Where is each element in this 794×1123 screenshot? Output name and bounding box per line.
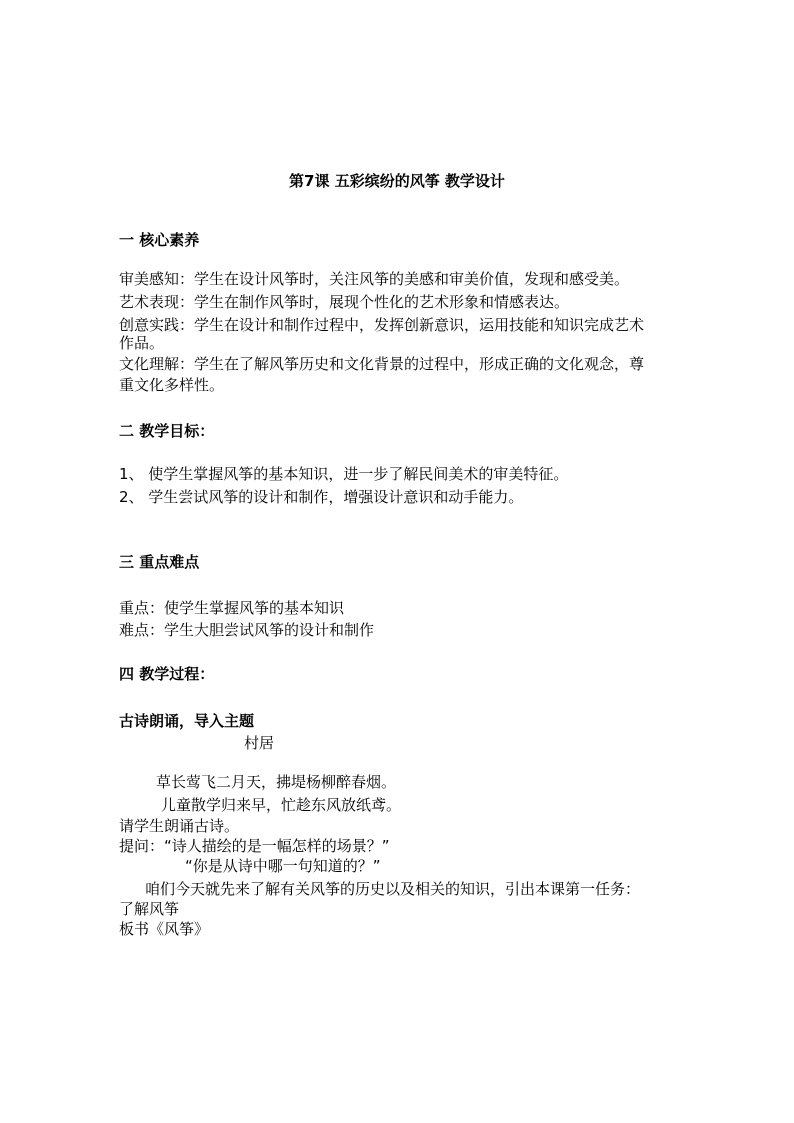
paragraph-line: 艺术表现：学生在制作风筝时，展现个性化的艺术形象和情感表达。: [119, 293, 570, 311]
paragraph-line: 难点：学生大胆尝试风筝的设计和制作: [119, 621, 375, 639]
paragraph-line: 板书《风筝》: [119, 920, 210, 938]
paragraph-line: 请学生朗诵古诗。: [119, 817, 240, 835]
paragraph-line: 重点：使学生掌握风筝的基本知识: [119, 599, 345, 617]
section-heading-core-literacy: 一 核心素养: [119, 231, 200, 249]
list-item: 2、 学生尝试风筝的设计和制作，增强设计意识和动手能力。: [119, 488, 524, 506]
paragraph-line: 重文化多样性。: [119, 376, 225, 394]
document-title: 第7课 五彩缤纷的风筝 教学设计: [289, 172, 505, 190]
poem-line: 草长莺飞二月天，拂堤杨柳醉春烟。: [156, 773, 397, 791]
paragraph-line: 创意实践：学生在设计和制作过程中，发挥创新意识，运用技能和知识完成艺术: [119, 316, 645, 334]
paragraph-line: “你是从诗中哪一句知道的？”: [185, 857, 381, 875]
poem-title: 村居: [244, 734, 275, 752]
paragraph-line: 审美感知：学生在设计风筝时，关注风筝的美感和审美价值，发现和感受美。: [119, 270, 630, 288]
paragraph-line: 作品。: [119, 334, 165, 352]
paragraph-line: 了解风筝: [119, 900, 180, 918]
paragraph-line: 文化理解：学生在了解风筝历史和文化背景的过程中，形成正确的文化观念，尊: [119, 355, 645, 373]
poem-line: 儿童散学归来早，忙趁东风放纸鸢。: [161, 796, 402, 814]
paragraph-line: 提问：“诗人描绘的是一幅怎样的场景？”: [119, 837, 390, 855]
subheading: 古诗朗诵，导入主题: [119, 712, 255, 730]
section-heading-teaching-process: 四 教学过程：: [119, 665, 215, 683]
section-heading-key-points: 三 重点难点: [119, 553, 200, 571]
section-heading-teaching-goals: 二 教学目标：: [119, 422, 215, 440]
list-item: 1、 使学生掌握风筝的基本知识，进一步了解民间美术的审美特征。: [119, 465, 569, 483]
paragraph-line: 咱们今天就先来了解有关风筝的历史以及相关的知识，引出本课第一任务：: [145, 880, 641, 898]
